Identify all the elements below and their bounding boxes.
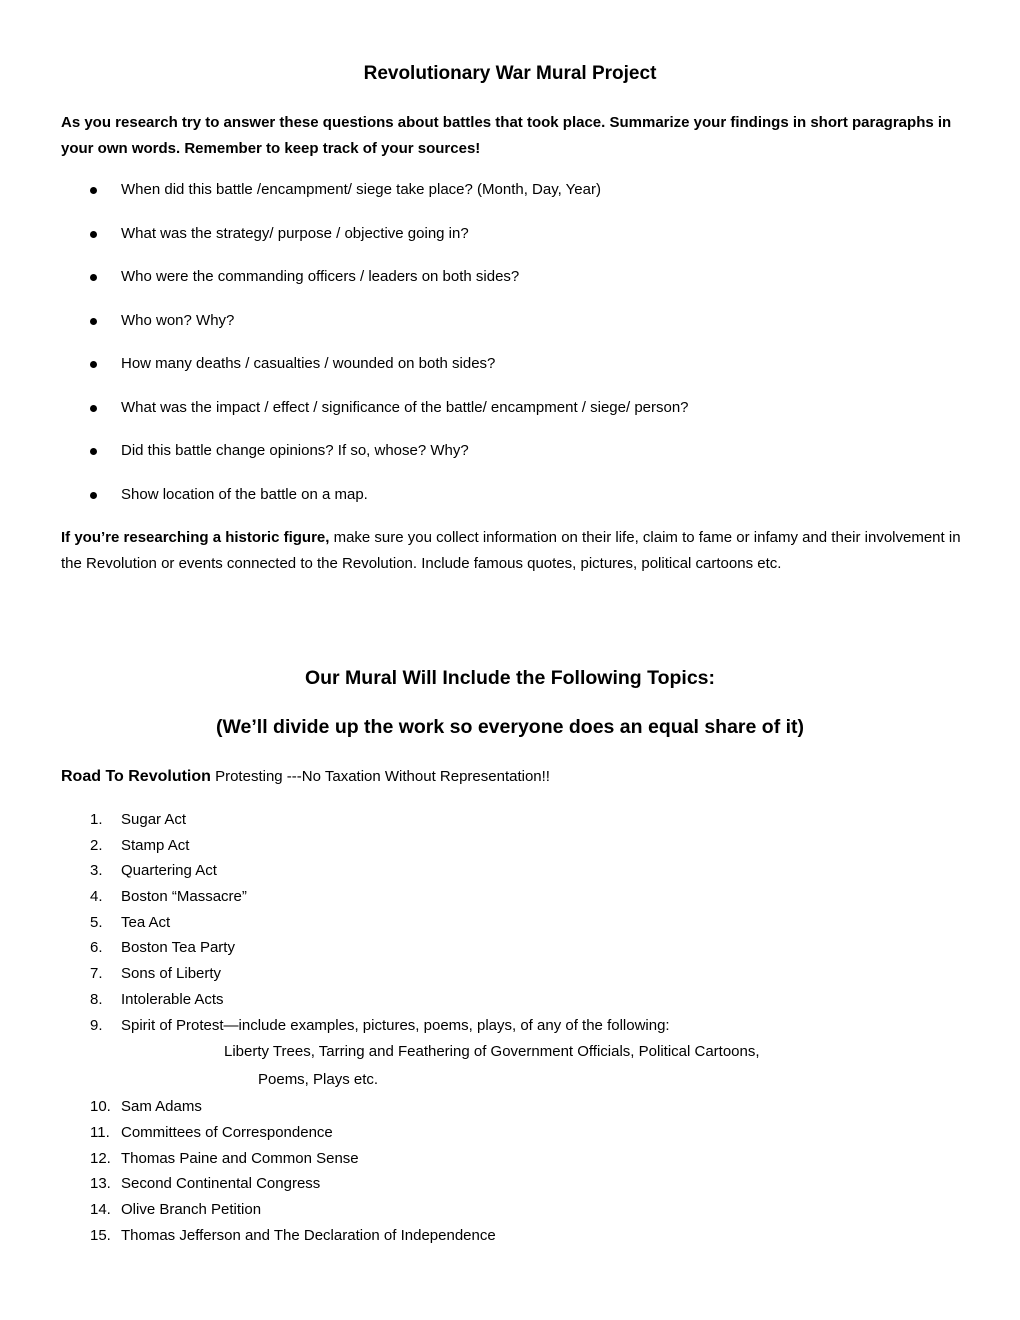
list-item: 13. Second Continental Congress <box>90 1175 321 1193</box>
list-item: Who were the commanding officers / leaders on both sides? <box>61 264 961 308</box>
list-item: 4. Boston “Massacre” <box>90 888 247 906</box>
historic-figure-lead: If you’re researching a historic figure, <box>61 529 330 546</box>
list-item: 9. Spirit of Protest—include examples, pictures, poems, plays, of any of the following: Liberty Trees, Tarring and Feathering of Government Officials, Political Cartoons, Poems, Plays etc. <box>61 1013 961 1095</box>
page-title: Revolutionary War Mural Project <box>363 63 657 84</box>
list-item: Show location of the battle on a map. <box>61 482 961 526</box>
bullet-icon <box>90 448 97 455</box>
topic9-examples-line1: Liberty Trees, Tarring and Feathering of Government Officials, Political Cartoons, <box>224 1043 760 1061</box>
intro-paragraph: As you research try to answer these questions about battles that took place. Summarize your findings in short paragraphs in your own words. Remember to keep track of your sources! <box>61 114 952 157</box>
bullet-icon <box>90 274 97 281</box>
list-item: 15. Thomas Jefferson and The Declaration of Independence <box>90 1226 496 1244</box>
list-item: 8. Intolerable Acts <box>90 990 224 1008</box>
bullet-icon <box>90 492 97 499</box>
list-item: 7. Sons of Liberty <box>90 965 222 983</box>
bullet-icon <box>90 231 97 238</box>
road-text: Protesting ---No Taxation Without Representation!! <box>210 768 550 785</box>
list-item: 12. Thomas Paine and Common Sense <box>90 1149 359 1167</box>
bullet-icon <box>90 187 97 194</box>
list-item: 10. Sam Adams <box>90 1098 202 1116</box>
list-item: 2. Stamp Act <box>90 836 190 854</box>
list-item: 5. Tea Act <box>90 913 171 931</box>
topics-heading: Our Mural Will Include the Following Topics: <box>304 667 716 689</box>
historic-figure-paragraph <box>61 525 961 577</box>
topic-list <box>61 807 961 1248</box>
bullet-icon <box>90 318 97 325</box>
list-item: What was the strategy/ purpose / objective going in? <box>61 221 961 265</box>
list-item: Did this battle change opinions? If so, whose? Why? <box>61 438 961 482</box>
topic9-examples-line2: Poems, Plays etc. <box>258 1071 379 1089</box>
list-item: What was the impact / effect / significance of the battle/ encampment / siege/ person? <box>61 395 961 439</box>
list-item: 11. Committees of Correspondence <box>90 1123 333 1141</box>
list-item: 14. Olive Branch Petition <box>90 1200 262 1218</box>
road-label: Road To Revolution <box>61 768 211 785</box>
list-item: When did this battle /encampment/ siege take place? (Month, Day, Year) <box>61 177 961 221</box>
bullet-icon <box>90 405 97 412</box>
divide-work-heading: (We’ll divide up the work so everyone does an equal share of it) <box>215 716 805 738</box>
bullet-icon <box>90 361 97 368</box>
list-item: Who won? Why? <box>61 308 961 352</box>
list-item: 3. Quartering Act <box>90 862 217 880</box>
question-list <box>61 177 961 525</box>
historic-figure-text: make sure you collect information on their life, claim to fame or infamy and their involvement in the Revolution or events connected to the Revolution. Include famous quotes, pictures, political cartoons etc. <box>61 529 961 572</box>
list-item: How many deaths / casualties / wounded on both sides? <box>61 351 961 395</box>
road-to-revolution-line <box>61 764 961 790</box>
list-item: 1. Sugar Act <box>90 811 187 828</box>
list-item: 6. Boston Tea Party <box>90 939 235 957</box>
